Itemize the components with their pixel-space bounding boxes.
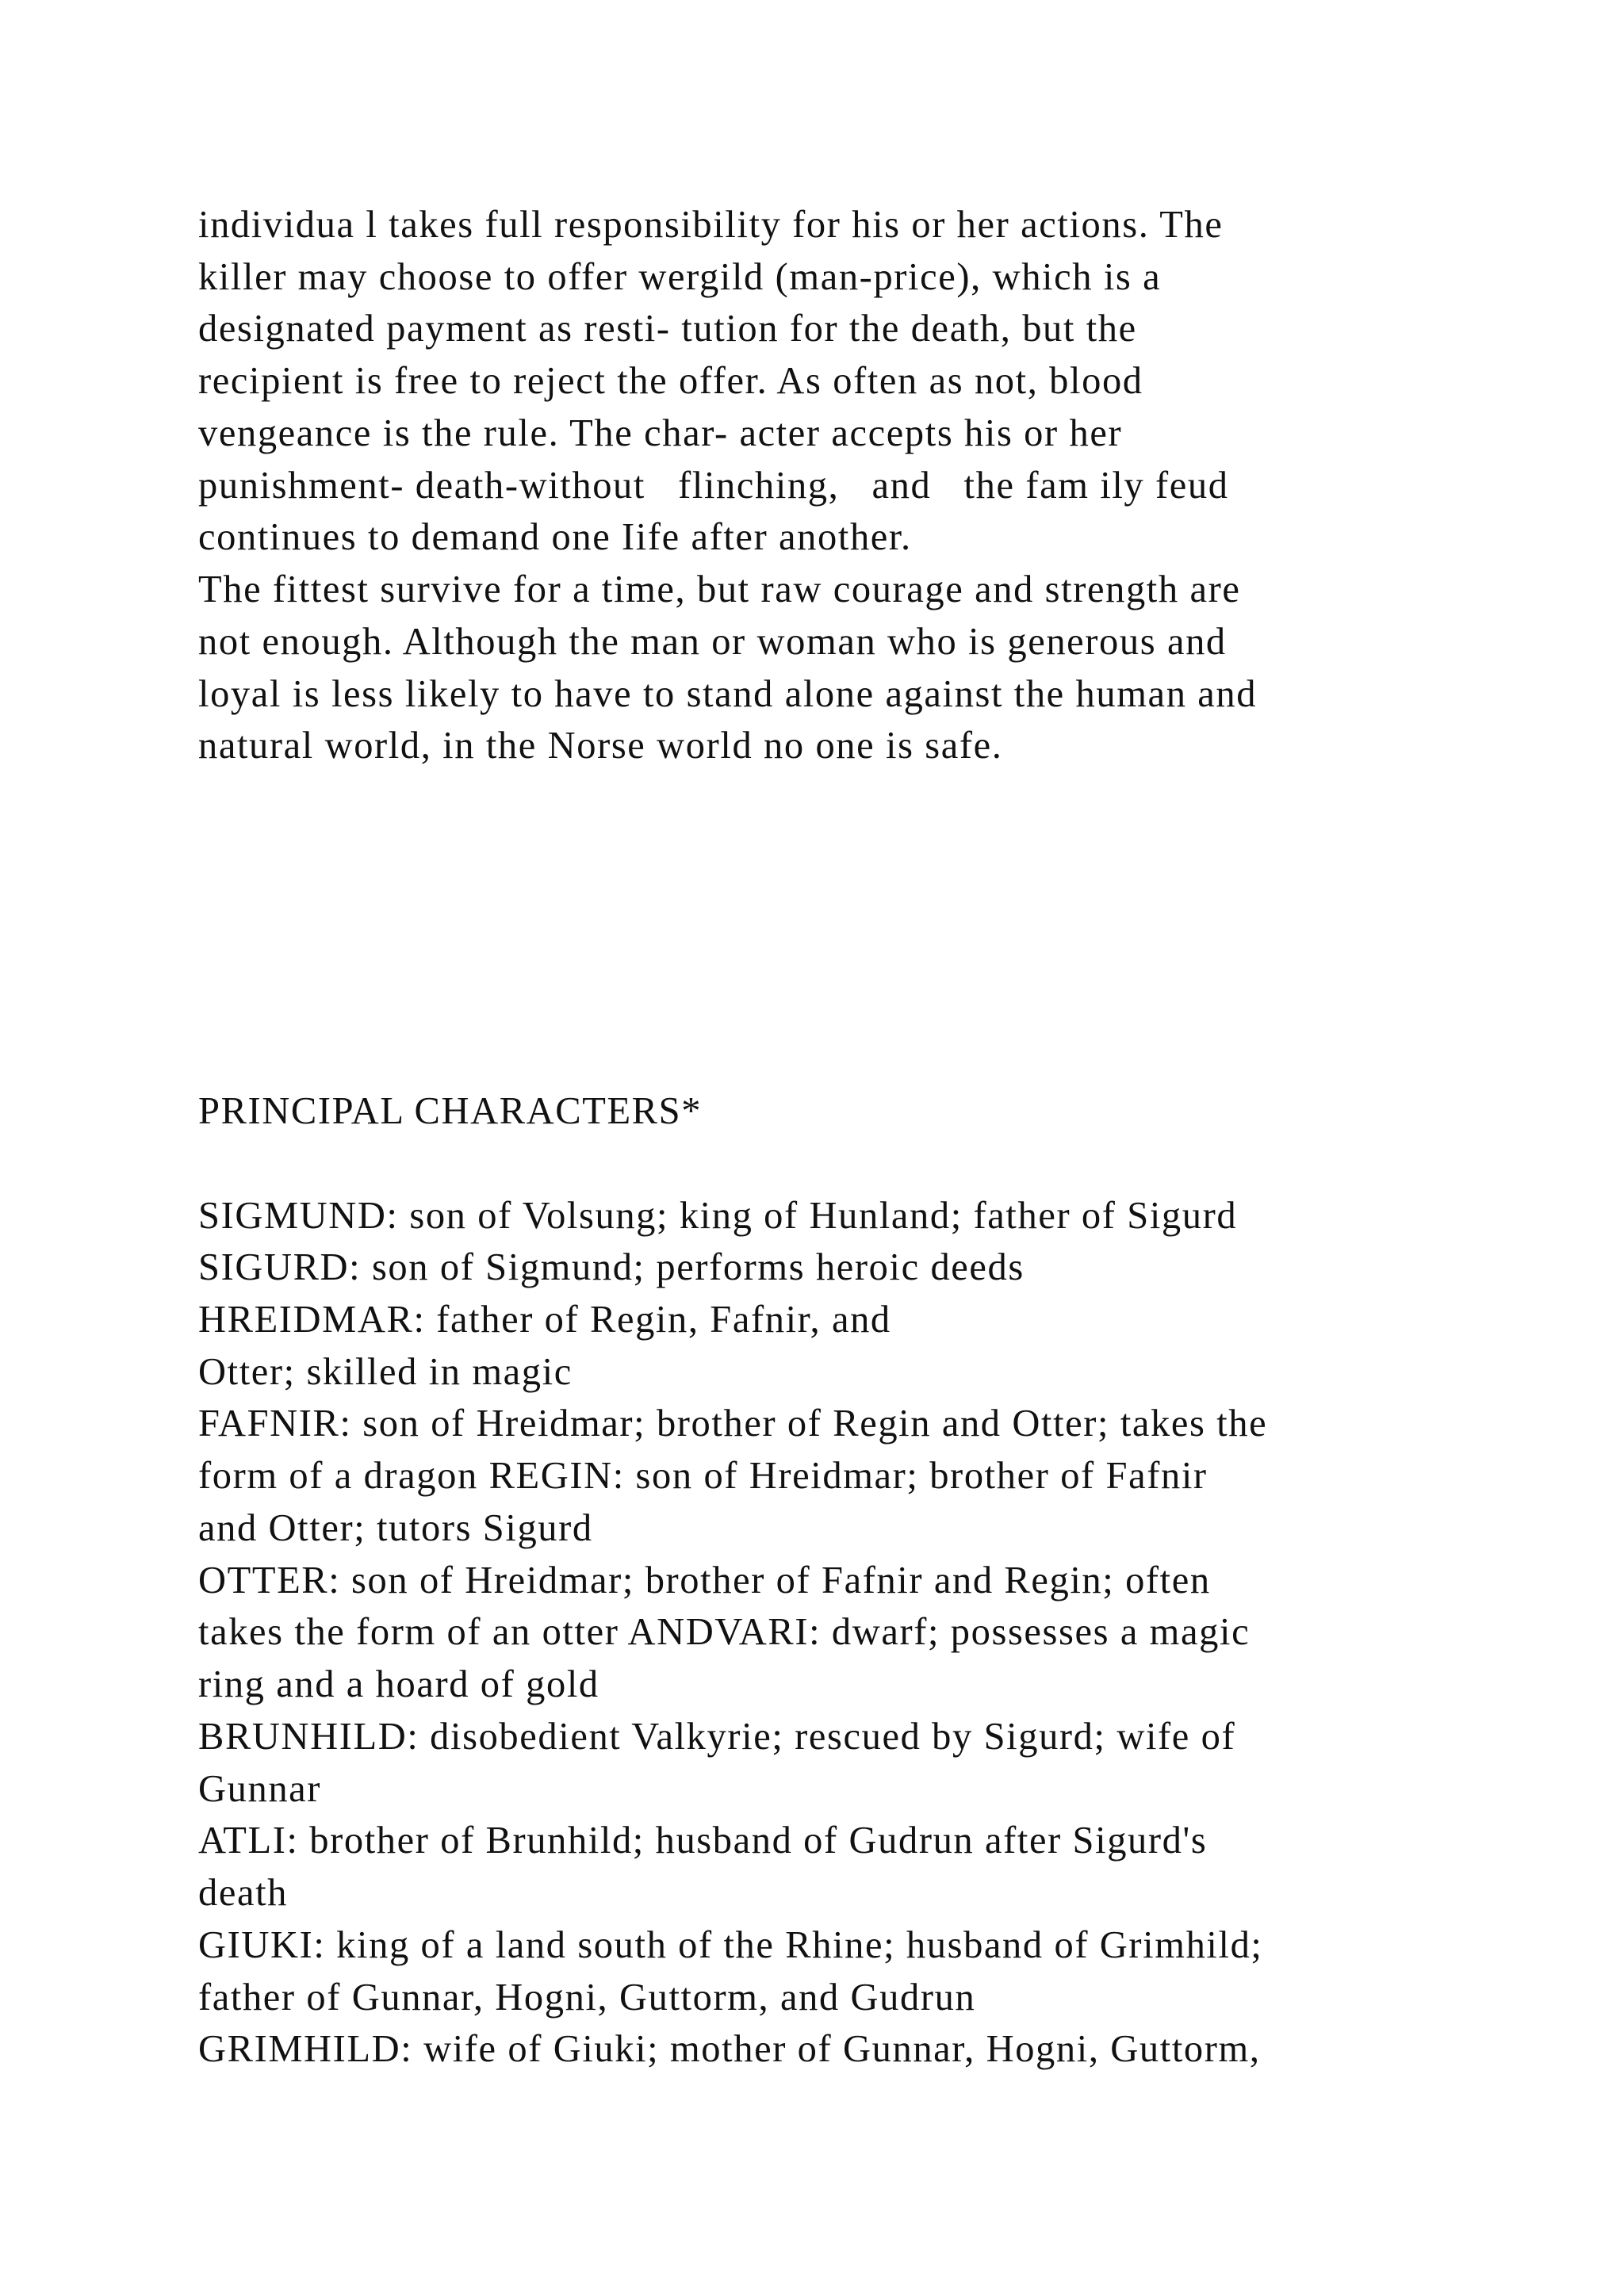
list-item: form of a dragon REGIN: son of Hreidmar; brother of Fafnir <box>198 1455 1208 1497</box>
list-item: Gunnar <box>198 1768 322 1810</box>
section-heading: PRINCIPAL CHARACTERS* <box>198 1090 703 1132</box>
text-line: loyal is less likely to have to stand alone against the human and <box>198 673 1258 715</box>
list-item: OTTER: son of Hreidmar; brother of Fafnir and Regin; often <box>198 1559 1211 1601</box>
list-item: Otter; skilled in magic <box>198 1351 573 1393</box>
list-item: SIGURD: son of Sigmund; performs heroic deeds <box>198 1246 1025 1288</box>
text-line: continues to demand one Iife after another. <box>198 516 912 558</box>
text-line: designated payment as resti- tution for the death, but the <box>198 308 1137 350</box>
text-line: killer may choose to offer wergild (man-price), which is a <box>198 256 1162 298</box>
list-item: father of Gunnar, Hogni, Guttorm, and Gudrun <box>198 1976 976 2019</box>
list-item: FAFNIR: son of Hreidmar; brother of Regin and Otter; takes the <box>198 1402 1268 1445</box>
list-item: SIGMUND: son of Volsung; king of Hunland; father of Sigurd <box>198 1195 1238 1237</box>
text-line: vengeance is the rule. The char- acter accepts his or her <box>198 412 1123 454</box>
list-item: death <box>198 1872 289 1914</box>
text-line: natural world, in the Norse world no one is safe. <box>198 725 1003 767</box>
list-item: BRUNHILD: disobedient Valkyrie; rescued by Sigurd; wife of <box>198 1716 1236 1758</box>
list-item: GIUKI: king of a land south of the Rhine; husband of Grimhild; <box>198 1924 1263 1966</box>
text-line: recipient is free to reject the offer. As often as not, blood <box>198 360 1143 402</box>
text-line: not enough. Although the man or woman who is generous and <box>198 621 1227 663</box>
list-item: takes the form of an otter ANDVARI: dwarf; possesses a magic <box>198 1611 1251 1653</box>
list-item: GRIMHILD: wife of Giuki; mother of Gunnar, Hogni, Guttorm, <box>198 2028 1261 2070</box>
list-item: and Otter; tutors Sigurd <box>198 1507 593 1549</box>
list-item: HREIDMAR: father of Regin, Fafnir, and <box>198 1299 891 1341</box>
text-line: The fittest survive for a time, but raw courage and strength are <box>198 568 1241 610</box>
list-item: ring and a hoard of gold <box>198 1663 599 1705</box>
list-item: ATLI: brother of Brunhild; husband of Gudrun after Sigurd's <box>198 1820 1208 1862</box>
text-line: punishment- death-without flinching, and the fam ily feud <box>198 465 1229 507</box>
text-line: individua l takes full responsibility for his or her actions. The <box>198 204 1224 246</box>
